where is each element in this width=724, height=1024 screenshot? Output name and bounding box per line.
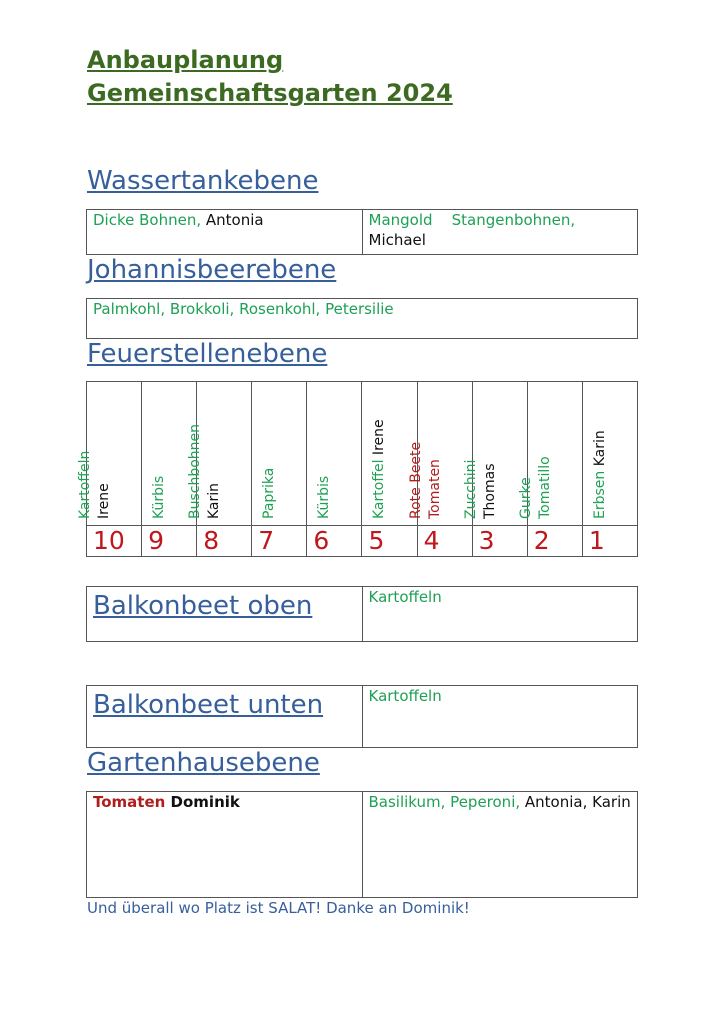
person-text: Michael [368, 231, 426, 249]
bed-crop-cell [77, 382, 142, 526]
bed-person: Thomas [481, 463, 498, 519]
bed-person: Irene [96, 483, 112, 519]
bed-label [407, 381, 445, 519]
crop-text: Tomaten [93, 793, 166, 811]
table-gartenhausebene [86, 791, 638, 898]
cell-johannis-crops: Palmkohl, Brokkoli, Rosenkohl, Petersilie [87, 299, 638, 339]
bed-person: Irene [371, 419, 388, 456]
document-title [87, 44, 453, 110]
bed-crop: Buschbohnen [187, 423, 204, 519]
bed-crop: Rote Beete [407, 441, 424, 519]
crop-text: Basilikum, Peperoni, [368, 793, 521, 811]
bed-label [186, 381, 224, 519]
bed-crop-cell [582, 382, 637, 526]
bed-crop-cell [517, 382, 582, 526]
table-balkonbeet-oben [86, 586, 638, 642]
heading-gartenhausebene: Gartenhausebene [87, 748, 320, 778]
bed-number: 6 [307, 526, 362, 557]
crop-text: Mangold Stangenbohnen, [368, 211, 576, 229]
cell-balkon-unten-crops: Kartoffeln [362, 686, 638, 748]
bed-number: 8 [197, 526, 252, 557]
heading-feuerstellenebene: Feuerstellenebene [87, 339, 328, 369]
bed-number: 3 [472, 526, 527, 557]
table-wassertankebene [86, 209, 638, 255]
heading-balkonbeet-unten: Balkonbeet unten [93, 690, 324, 720]
bed-crop: Paprika [261, 467, 278, 519]
cell-wassertank-right [362, 210, 638, 255]
bed-label [260, 381, 279, 519]
title-line-2: Gemeinschaftsgarten 2024 [87, 79, 453, 107]
bed-person: Karin [591, 430, 608, 467]
bed-number: 10 [87, 526, 142, 557]
bed-crop: Kürbis [151, 475, 168, 519]
bed-crop: Zucchini [462, 459, 479, 519]
bed-crop: Erbsen [591, 470, 608, 519]
bed-label [370, 381, 389, 519]
cell-balkon-oben-crops: Kartoffeln [362, 587, 638, 642]
bed-label [315, 381, 334, 519]
table-balkonbeet-unten [86, 685, 638, 748]
cell-gartenhaus-right [362, 792, 638, 898]
bed-number: 1 [582, 526, 637, 557]
person-text: Antonia [201, 211, 264, 229]
footer-note: Und überall wo Platz ist SALAT! Danke an Dominik! [87, 899, 470, 917]
bed-number: 5 [362, 526, 417, 557]
bed-number: 9 [142, 526, 197, 557]
bed-label [462, 381, 500, 519]
bed-number: 7 [252, 526, 307, 557]
cell-wassertank-left [87, 210, 363, 255]
bed-crop-cell [187, 382, 252, 526]
table-feuerstellenebene [77, 381, 638, 557]
heading-balkonbeet-oben: Balkonbeet oben [93, 591, 313, 621]
person-text: Dominik [165, 793, 240, 811]
bed-number: 4 [417, 526, 472, 557]
bed-crop: Kürbis [316, 475, 333, 519]
bed-label [517, 381, 555, 519]
cell-balkon-unten-title [87, 686, 363, 748]
bed-person: Karin [206, 482, 223, 519]
bed-crop: Gurke [517, 477, 534, 519]
table-johannisbeerebene [86, 298, 638, 339]
bed-crop-2: Tomatillo [536, 456, 553, 519]
heading-wassertankebene: Wassertankebene [87, 166, 319, 196]
cell-gartenhaus-left [87, 792, 363, 898]
bed-crop-cell [307, 382, 362, 526]
bed-crop-2: Tomaten [426, 459, 443, 519]
bed-label [591, 381, 610, 519]
bed-crop: Kartoffel [371, 459, 388, 519]
bed-crop: Kartoffeln [77, 450, 93, 519]
title-line-1: Anbauplanung [87, 46, 284, 74]
crop-text: Dicke Bohnen, [93, 211, 202, 229]
bed-label [150, 381, 169, 519]
bed-number: 2 [527, 526, 582, 557]
heading-johannisbeerebene: Johannisbeerebene [87, 255, 337, 285]
bed-label [76, 381, 114, 519]
cell-balkon-oben-title [87, 587, 363, 642]
person-text: Antonia, Karin [520, 793, 631, 811]
bed-crop-cell [252, 382, 307, 526]
